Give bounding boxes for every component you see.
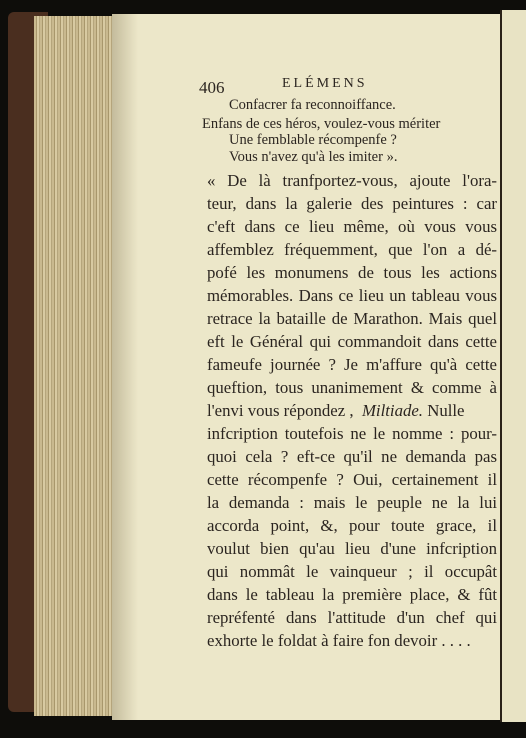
body-line: infcription toutefois ne le nomme : pour- [207,424,497,443]
facing-page-edge [500,10,526,722]
body-line: repréfenté dans l'attitude d'un chef qui [207,608,497,627]
body-line: qui nommât le vainqueur ; il occupât [207,562,497,581]
page-edges [34,16,120,716]
body-line: voulut bien qu'au lieu d'une infcription [207,539,497,558]
body-line: affemblez fréquemment, que l'on a dé- [207,240,497,259]
verse-line: Enfans de ces héros, voulez-vous mériter [202,116,441,132]
body-line: cette récompenfe ? Oui, certainement il [207,470,497,489]
body-line: mémorables. Dans ce lieu un tableau vous [207,286,497,305]
verse-line: Vous n'avez qu'à les imiter ». [229,149,398,165]
body-line: retrace la bataille de Marathon. Mais quel [207,309,497,328]
body-word: Nulle [427,401,465,420]
body-line-with-name [207,401,497,421]
body-line: la demanda : mais le peuple ne la lui [207,493,497,512]
body-line: eft le Général qui commandoit dans cette [207,332,497,351]
body-line: « De là tranfportez-vous, ajoute l'ora- [207,171,497,190]
body-line: pofé les monumens de tous les actions [207,263,497,282]
body-line: l'envi vous répondez , [207,401,354,420]
verse-line: Une femblable récompenfe ? [229,132,397,148]
page-number: 406 [199,78,225,97]
running-head: ELÉMENS [282,76,368,91]
body-line: queftion, tous unanimement & comme à [207,378,497,397]
body-line: accorda point, &, pour toute grace, il [207,516,497,535]
body-line: dans le tableau la première place, & fût [207,585,497,604]
body-line: teur, dans la galerie des peintures : car [207,194,497,213]
name-miltiade: Miltiade. [361,401,424,420]
body-line: quoi cela ? eft-ce qu'il ne demanda pas [207,447,497,466]
body-line: fameufe journée ? Je m'affure qu'à cette [207,355,497,374]
body-line: c'eft dans ce lieu même, où vous vous [207,217,497,236]
body-line: exhorte le foldat à faire fon devoir . . . . [207,631,471,650]
verse-line: Confacrer fa reconnoiffance. [229,97,396,113]
